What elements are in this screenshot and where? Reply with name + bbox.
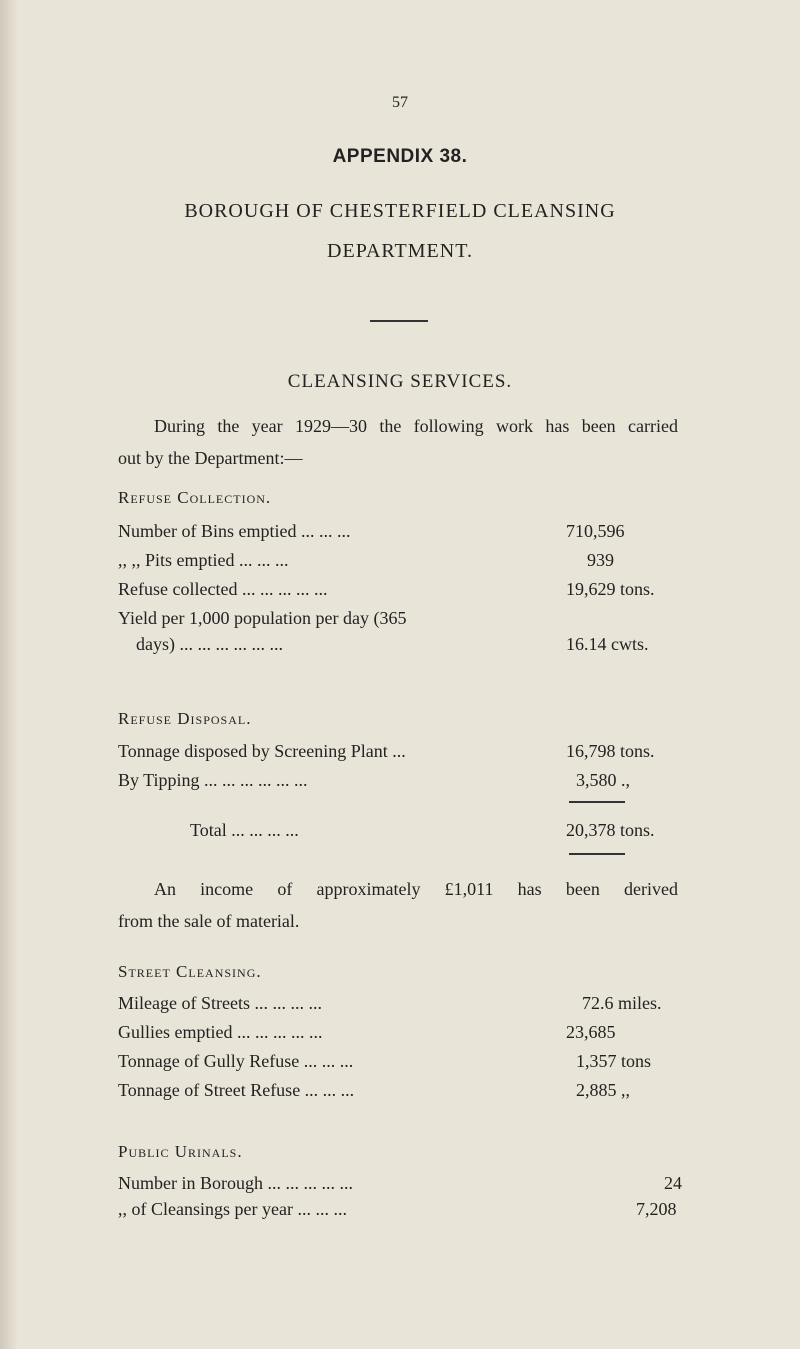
intro-line-2: out by the Department:— (118, 448, 303, 468)
row-label: days) ... ... ... ... ... ... (136, 634, 283, 654)
row-label: Tonnage of Gully Refuse ... ... ... (118, 1051, 354, 1071)
row-label: Number in Borough ... ... ... ... ... (118, 1173, 353, 1193)
row-label: Yield per 1,000 population per day (365 (118, 608, 407, 628)
row-label: ,, ,, Pits emptied ... ... ... (118, 550, 289, 570)
row-label: Tonnage of Street Refuse ... ... ... (118, 1080, 355, 1100)
intro-line-1: During the year 1929—30 the following work has been carried (154, 416, 678, 436)
subheading: CLEANSING SERVICES. (287, 371, 513, 392)
row-label: Gullies emptied ... ... ... ... ... (118, 1022, 323, 1042)
refuse-collection-heading: Refuse Collection. (118, 488, 272, 507)
refuse-disposal-heading: Refuse Disposal. (118, 709, 252, 728)
row-value: 16.14 cwts. (566, 634, 649, 654)
page-number: 57 (392, 94, 408, 111)
row-value: 24 (664, 1173, 682, 1193)
row-value: 710,596 (566, 521, 625, 541)
intro-paragraph (118, 410, 678, 474)
total-divider (569, 853, 625, 855)
row-value: 2,885 ,, (576, 1080, 630, 1100)
income-line-2: from the sale of material. (118, 911, 300, 931)
row-label: Number of Bins emptied ... ... ... (118, 521, 351, 541)
heading-line-2: DEPARTMENT. (327, 240, 473, 262)
row-value: 16,798 tons. (566, 741, 655, 761)
street-cleansing-heading: Street Cleansing. (118, 962, 262, 981)
total-label: Total ... ... ... ... (190, 820, 299, 840)
heading-line-1: BOROUGH OF CHESTERFIELD CLEANSING (184, 200, 616, 222)
row-value: 7,208 (636, 1199, 677, 1219)
income-line-1: An income of approximately £1,011 has been derived (154, 879, 678, 899)
row-label: ,, of Cleansings per year ... ... ... (118, 1199, 347, 1219)
row-label: Refuse collected ... ... ... ... ... (118, 579, 328, 599)
row-label: By Tipping ... ... ... ... ... ... (118, 770, 308, 790)
row-value: 72.6 miles. (582, 993, 662, 1013)
public-urinals-heading: Public Urinals. (118, 1142, 243, 1161)
row-value: 939 (587, 550, 614, 570)
row-value: 1,357 tons (576, 1051, 652, 1071)
income-paragraph (118, 873, 678, 937)
row-value: 23,685 (566, 1022, 616, 1042)
row-value: 19,629 tons. (566, 579, 655, 599)
total-value: 20,378 tons. (566, 820, 655, 840)
row-label: Mileage of Streets ... ... ... ... (118, 993, 322, 1013)
title-divider (370, 320, 428, 322)
total-divider (569, 801, 625, 803)
row-value: 3,580 ., (576, 770, 630, 790)
appendix-title: APPENDIX 38. (332, 146, 468, 167)
row-label: Tonnage disposed by Screening Plant ... (118, 741, 406, 761)
